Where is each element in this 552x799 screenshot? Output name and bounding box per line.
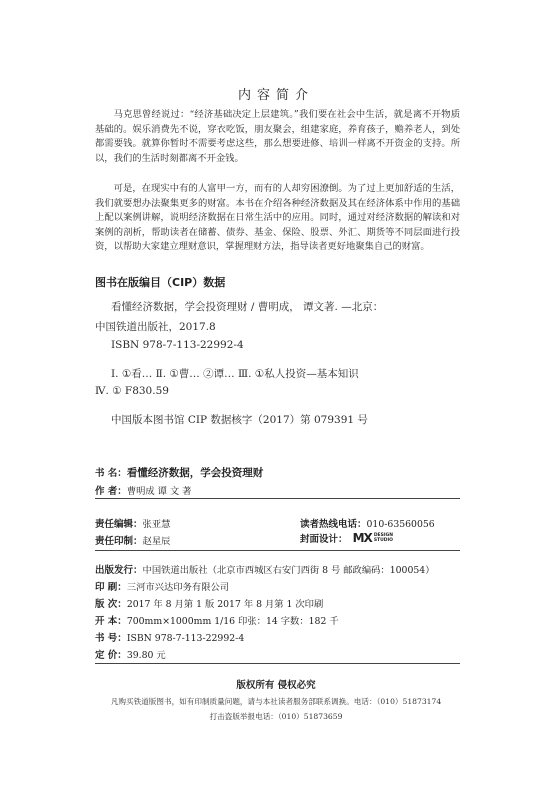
book-author-row	[95, 479, 191, 498]
book-name-row	[95, 461, 263, 480]
print-manager-row	[95, 529, 170, 548]
price-label: 定 价：	[95, 650, 127, 661]
book-name-label: 书 名：	[95, 468, 127, 479]
cip-line-title: 看懂经济数据，学会投资理财 / 曹明成， 谭文著. —北京：	[111, 301, 384, 313]
book-author-label: 作 者：	[95, 486, 127, 497]
editor-label: 责任编辑：	[95, 519, 143, 530]
piracy-hotline: 打击盗版举报电话：（010）51873659	[209, 712, 343, 721]
price-value: 39.80 元	[126, 650, 166, 661]
cip-line-publisher: 中国铁道出版社，2017.8	[95, 321, 216, 333]
divider-middle	[95, 550, 460, 551]
publisher-label: 出版发行：	[95, 565, 143, 576]
cip-line-classification: Ⅰ. ①看… Ⅱ. ①曹… ②谭… Ⅲ. ①私人投资—基本知识	[111, 368, 359, 380]
intro-paragraph-2: 可是，在现实中有的人富甲一方，而有的人却穷困潦倒。为了过上更加舒适的生活，我们就要想办法聚集更多的财富。本书在介绍各种经济数据及其在经济体系中作用的基础上配以案例讲解，说明经济数据在日常生活中的应用。同时，通过对经济数据的解读和对案例的剖析，帮助读者在储蓄、债券、基金、保险、股票、外汇、期货等不同层面进行投资，以帮助大家建立理财意识，掌握理财方法，指导读者更好地聚集自己的财富。	[95, 183, 460, 253]
book-author: 曹明成 谭 文 著	[126, 486, 192, 497]
price-row	[95, 643, 166, 662]
cip-line-class-code: Ⅳ. ① F830.59	[95, 385, 169, 397]
format-value: 700mm×1000mm 1/16 印张：14 字数：182 千	[126, 616, 339, 627]
divider-bottom	[95, 663, 460, 664]
edition-value: 2017 年 8 月第 1 版 2017 年 8 月第 1 次印刷	[126, 599, 324, 610]
cover-design-label: 封面设计：	[300, 534, 348, 545]
isbn-value: ISBN 978-7-113-22992-4	[126, 633, 245, 644]
edition-label: 版 次：	[95, 599, 127, 610]
design-studio-logo: MX DESIGN STUDIO	[352, 531, 394, 545]
divider-top	[95, 498, 460, 499]
print-manager-label: 责任印制：	[95, 536, 143, 547]
hotline-label: 读者热线电话：	[300, 519, 367, 530]
cover-design-row	[300, 527, 393, 546]
rights-notice: 版权所有 侵权必究	[236, 680, 316, 691]
hotline-number: 010-63560056	[366, 519, 435, 530]
book-name: 看懂经济数据，学会投资理财	[126, 467, 264, 479]
publisher-value: 中国铁道出版社（北京市西城区右安门西街 8 号 邮政编码：100054）	[142, 565, 435, 576]
cip-line-isbn: ISBN 978-7-113-22992-4	[111, 339, 244, 351]
editor-name: 张亚慧	[142, 519, 171, 530]
cip-line-record: 中国版本图书馆 CIP 数据核字（2017）第 079391 号	[111, 414, 368, 426]
printer-label: 印 刷：	[95, 582, 127, 593]
print-manager-name: 赵星辰	[142, 536, 171, 547]
format-label: 开 本：	[95, 616, 127, 627]
isbn-label: 书 号：	[95, 633, 127, 644]
cip-heading: 图书在版编目（CIP）数据	[95, 276, 226, 289]
printer-value: 三河市兴达印务有限公司	[126, 582, 230, 593]
intro-title: 内容简介	[237, 88, 314, 103]
quality-notice: 凡购买铁道版图书，如有印制质量问题，请与本社读者服务部联系调换。电话：（010）51873174	[110, 697, 442, 706]
intro-paragraph-1: 马克思曾经说过：“经济基础决定上层建筑。”我们要在社会中生活，就是离不开物质基础的。娱乐消费先不说，穿衣吃饭，朋友聚会，组建家庭，养育孩子，赡养老人，到处都需要钱。就算你暂时不需要考虑这些，那么想要进修、培训一样离不开资金的支持。所以，我们的生活时刻都离不开金钱。	[95, 109, 460, 164]
